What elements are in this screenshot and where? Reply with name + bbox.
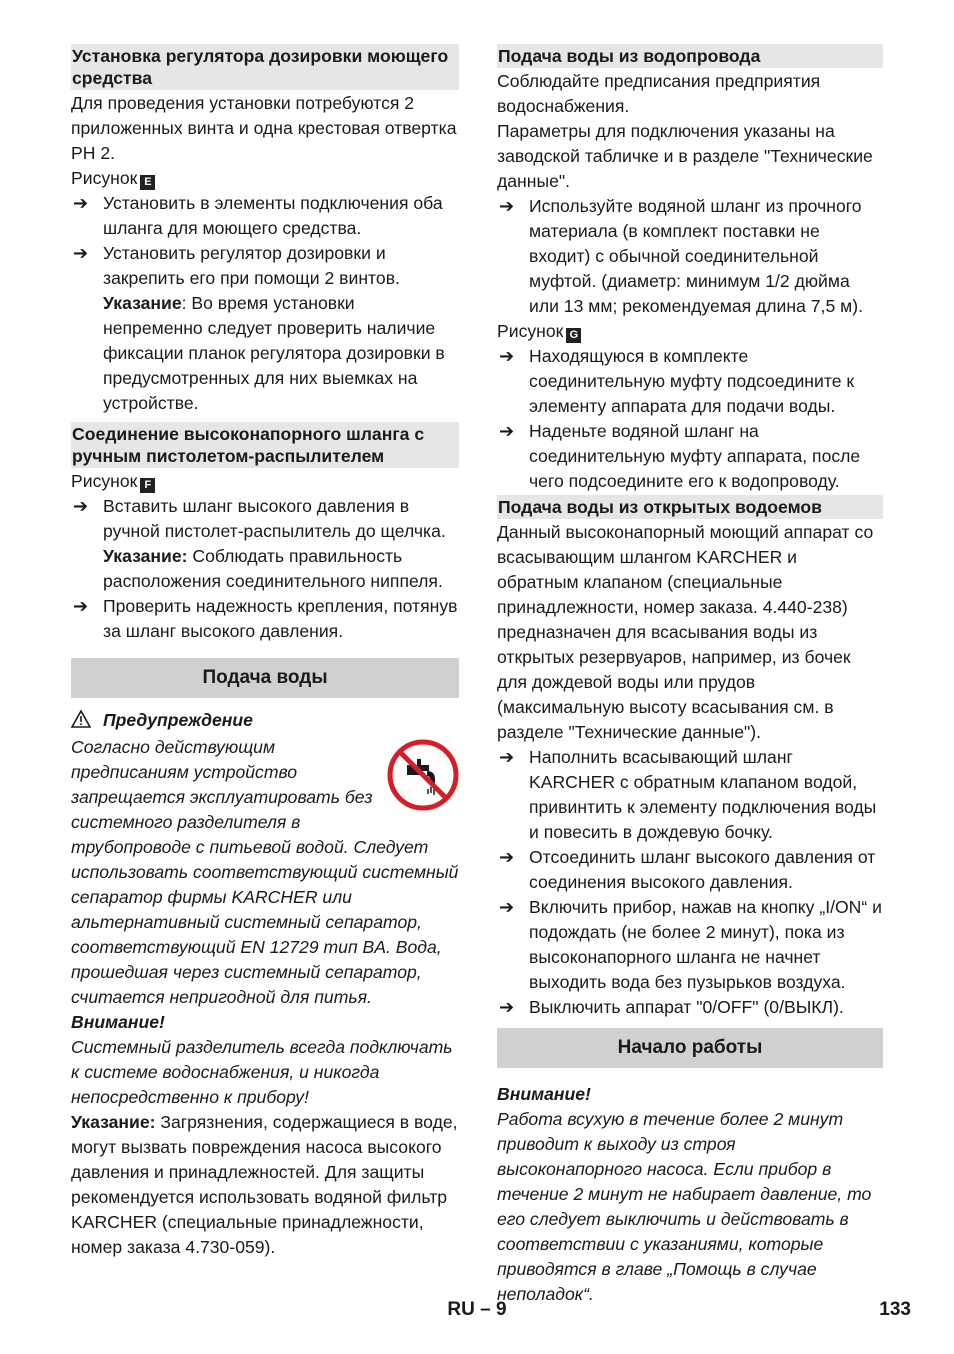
- arrow-right-icon: ➔: [73, 496, 89, 516]
- figure-ref-f: [71, 469, 459, 494]
- list-item-text: Установить в элементы подключения оба шланга для моющего средства.: [103, 193, 443, 238]
- arrow-right-icon: ➔: [499, 196, 515, 216]
- list-item-text: Проверить надежность крепления, потянув за шланг высокого давления.: [103, 596, 458, 641]
- figure-letter-icon: F: [140, 478, 155, 493]
- figure-label: Рисунок: [497, 321, 564, 341]
- figure-ref-g: [497, 319, 883, 344]
- attention-text: Работа всухую в течение более 2 минут приводит к выходу из строя высоконапорного насоса. Если прибор в течение 2 минут не набирает давление, то его следует выключить и действовать в соответствии с указаниями, которые приводятся в главе „Помощь в случае неполадок“.: [497, 1109, 872, 1304]
- section-heading-hose-connection: Соединение высоконапорного шланга с ручным пистолетом-распылителем: [71, 422, 459, 468]
- list-item-text: Наденьте водяной шланг на соединительную муфту аппарата, после чего подсоедините его к водопроводу.: [529, 421, 861, 491]
- section-title-water-supply: Подача воды: [71, 658, 459, 698]
- list-item: [71, 241, 459, 416]
- list-item-text: Отсоединить шланг высокого давления от соединения высокого давления.: [529, 847, 876, 892]
- list-item-text: Наполнить всасывающий шланг KARCHER с обратным клапаном водой, привинтить к элементу подключения воды и повесить в дождевую бочку.: [529, 747, 877, 842]
- list-item-text: Включить прибор, нажав на кнопку „I/ON“ и подождать (не более 2 минут), пока из высоконапорного шланга не начнет выходить вода без пузырьков воздуха.: [529, 897, 882, 992]
- list-item: [497, 344, 883, 419]
- paragraph-parameters: Параметры для подключения указаны на заводской табличке и в разделе "Технические данные".: [497, 121, 873, 191]
- arrow-right-icon: ➔: [73, 243, 89, 263]
- list-item-text: Используйте водяной шланг из прочного материала (в комплект поставки не входит) с обычной соединительной муфтой. (диаметр: минимум 1/2 дюйма или 13 мм; рекомендуемая длина 7,5 м).: [529, 196, 863, 316]
- section-heading-open-water: Подача воды из открытых водоемов: [497, 495, 883, 519]
- list-item-text: Вставить шланг высокого давления в ручной пистолет-распылитель до щелчка.: [103, 496, 446, 541]
- arrow-right-icon: ➔: [499, 897, 515, 917]
- warning-heading: [71, 708, 459, 735]
- list-item: [497, 895, 883, 995]
- list-item: [71, 594, 459, 644]
- warning-triangle-icon: [71, 710, 93, 735]
- list-item: [497, 995, 883, 1020]
- list-item: [497, 845, 883, 895]
- note-paragraph: [71, 1110, 459, 1260]
- footer-page-number: 133: [879, 1299, 911, 1320]
- list-item: [497, 419, 883, 494]
- attention-title: Внимание!: [71, 1012, 165, 1032]
- figure-label: Рисунок: [71, 471, 138, 491]
- section-heading-dosing-regulator: Установка регулятора дозировки моющего средства: [71, 44, 459, 90]
- warning-body: Согласно действующим предписаниям устройство запрещается эксплуатировать без системного разделителя в трубопроводе с питьевой водой. Следует использовать соответствующий системный сепаратор фирмы KARCHER или альтернативный системный сепаратор, соответствующий EN 12729 тип BA. Вода, прошедшая через системный сепаратор, считается непригодной для питья.: [71, 737, 459, 1007]
- list-item-text: Выключить аппарат "0/OFF" (0/ВЫКЛ).: [529, 997, 844, 1017]
- figure-ref-e: [71, 166, 459, 191]
- attention-title: Внимание!: [497, 1084, 591, 1104]
- note-label: Указание: [103, 293, 182, 313]
- right-column: [497, 44, 883, 1307]
- section-title-start-work: Начало работы: [497, 1028, 883, 1068]
- arrow-right-icon: ➔: [499, 421, 515, 441]
- arrow-right-icon: ➔: [499, 747, 515, 767]
- attention-text: Системный разделитель всегда подключать к системе водоснабжения, и никогда непосредственно к прибору!: [71, 1037, 453, 1107]
- warning-title: Предупреждение: [103, 710, 253, 730]
- no-drinking-water-icon: [387, 739, 459, 811]
- arrow-right-icon: ➔: [73, 193, 89, 213]
- list-item: [71, 191, 459, 241]
- figure-label: Рисунок: [71, 168, 138, 188]
- list-item-text: Находящуюся в комплекте соединительную муфту подсоедините к элементу аппарата для подачи воды.: [529, 346, 855, 416]
- figure-letter-icon: E: [140, 175, 155, 190]
- paragraph-tools: Для проведения установки потребуются 2 приложенных винта и одна крестовая отвертка PH 2.: [71, 93, 457, 163]
- note-text: Загрязнения, содержащиеся в воде, могут вызвать повреждения насоса высокого давления и принадлежностей. Для защиты рекомендуется использовать водяной фильтр KARCHER (специальные принадлежности, номер заказа 4.730-059).: [71, 1112, 458, 1257]
- footer-language-page: RU – 9: [447, 1299, 507, 1320]
- note-label: Указание:: [71, 1112, 156, 1132]
- list-item: [497, 745, 883, 845]
- arrow-right-icon: ➔: [73, 596, 89, 616]
- figure-letter-icon: G: [566, 328, 581, 343]
- arrow-right-icon: ➔: [499, 346, 515, 366]
- section-heading-mains-water: Подача воды из водопровода: [497, 44, 883, 68]
- note-text: : Во время установки непременно следует проверить наличие фиксации планок регулятора дозировки в предусмотренных для них выемках на устройстве.: [103, 293, 445, 413]
- arrow-right-icon: ➔: [499, 847, 515, 867]
- paragraph-regulations: Соблюдайте предписания предприятия водоснабжения.: [497, 71, 821, 116]
- list-item-text: Установить регулятор дозировки и закрепить его при помощи 2 винтов.: [103, 243, 400, 288]
- left-column: [71, 44, 459, 1260]
- warning-text: [71, 735, 459, 1010]
- list-item: [497, 194, 883, 319]
- paragraph-suction: Данный высоконапорный моющий аппарат со всасывающим шлангом KARCHER и обратным клапаном (специальные принадлежности, номер заказа. 4.440-238) предназначен для всасывания воды из открытых резервуаров, например, из бочек для дождевой воды или прудов (максимальную высоту всасывания см. в разделе "Технические данные").: [497, 522, 874, 742]
- note-label: Указание:: [103, 546, 188, 566]
- arrow-right-icon: ➔: [499, 997, 515, 1017]
- list-item: [71, 494, 459, 594]
- note-text: Соблюдать правильность расположения соединительного ниппеля.: [103, 546, 443, 591]
